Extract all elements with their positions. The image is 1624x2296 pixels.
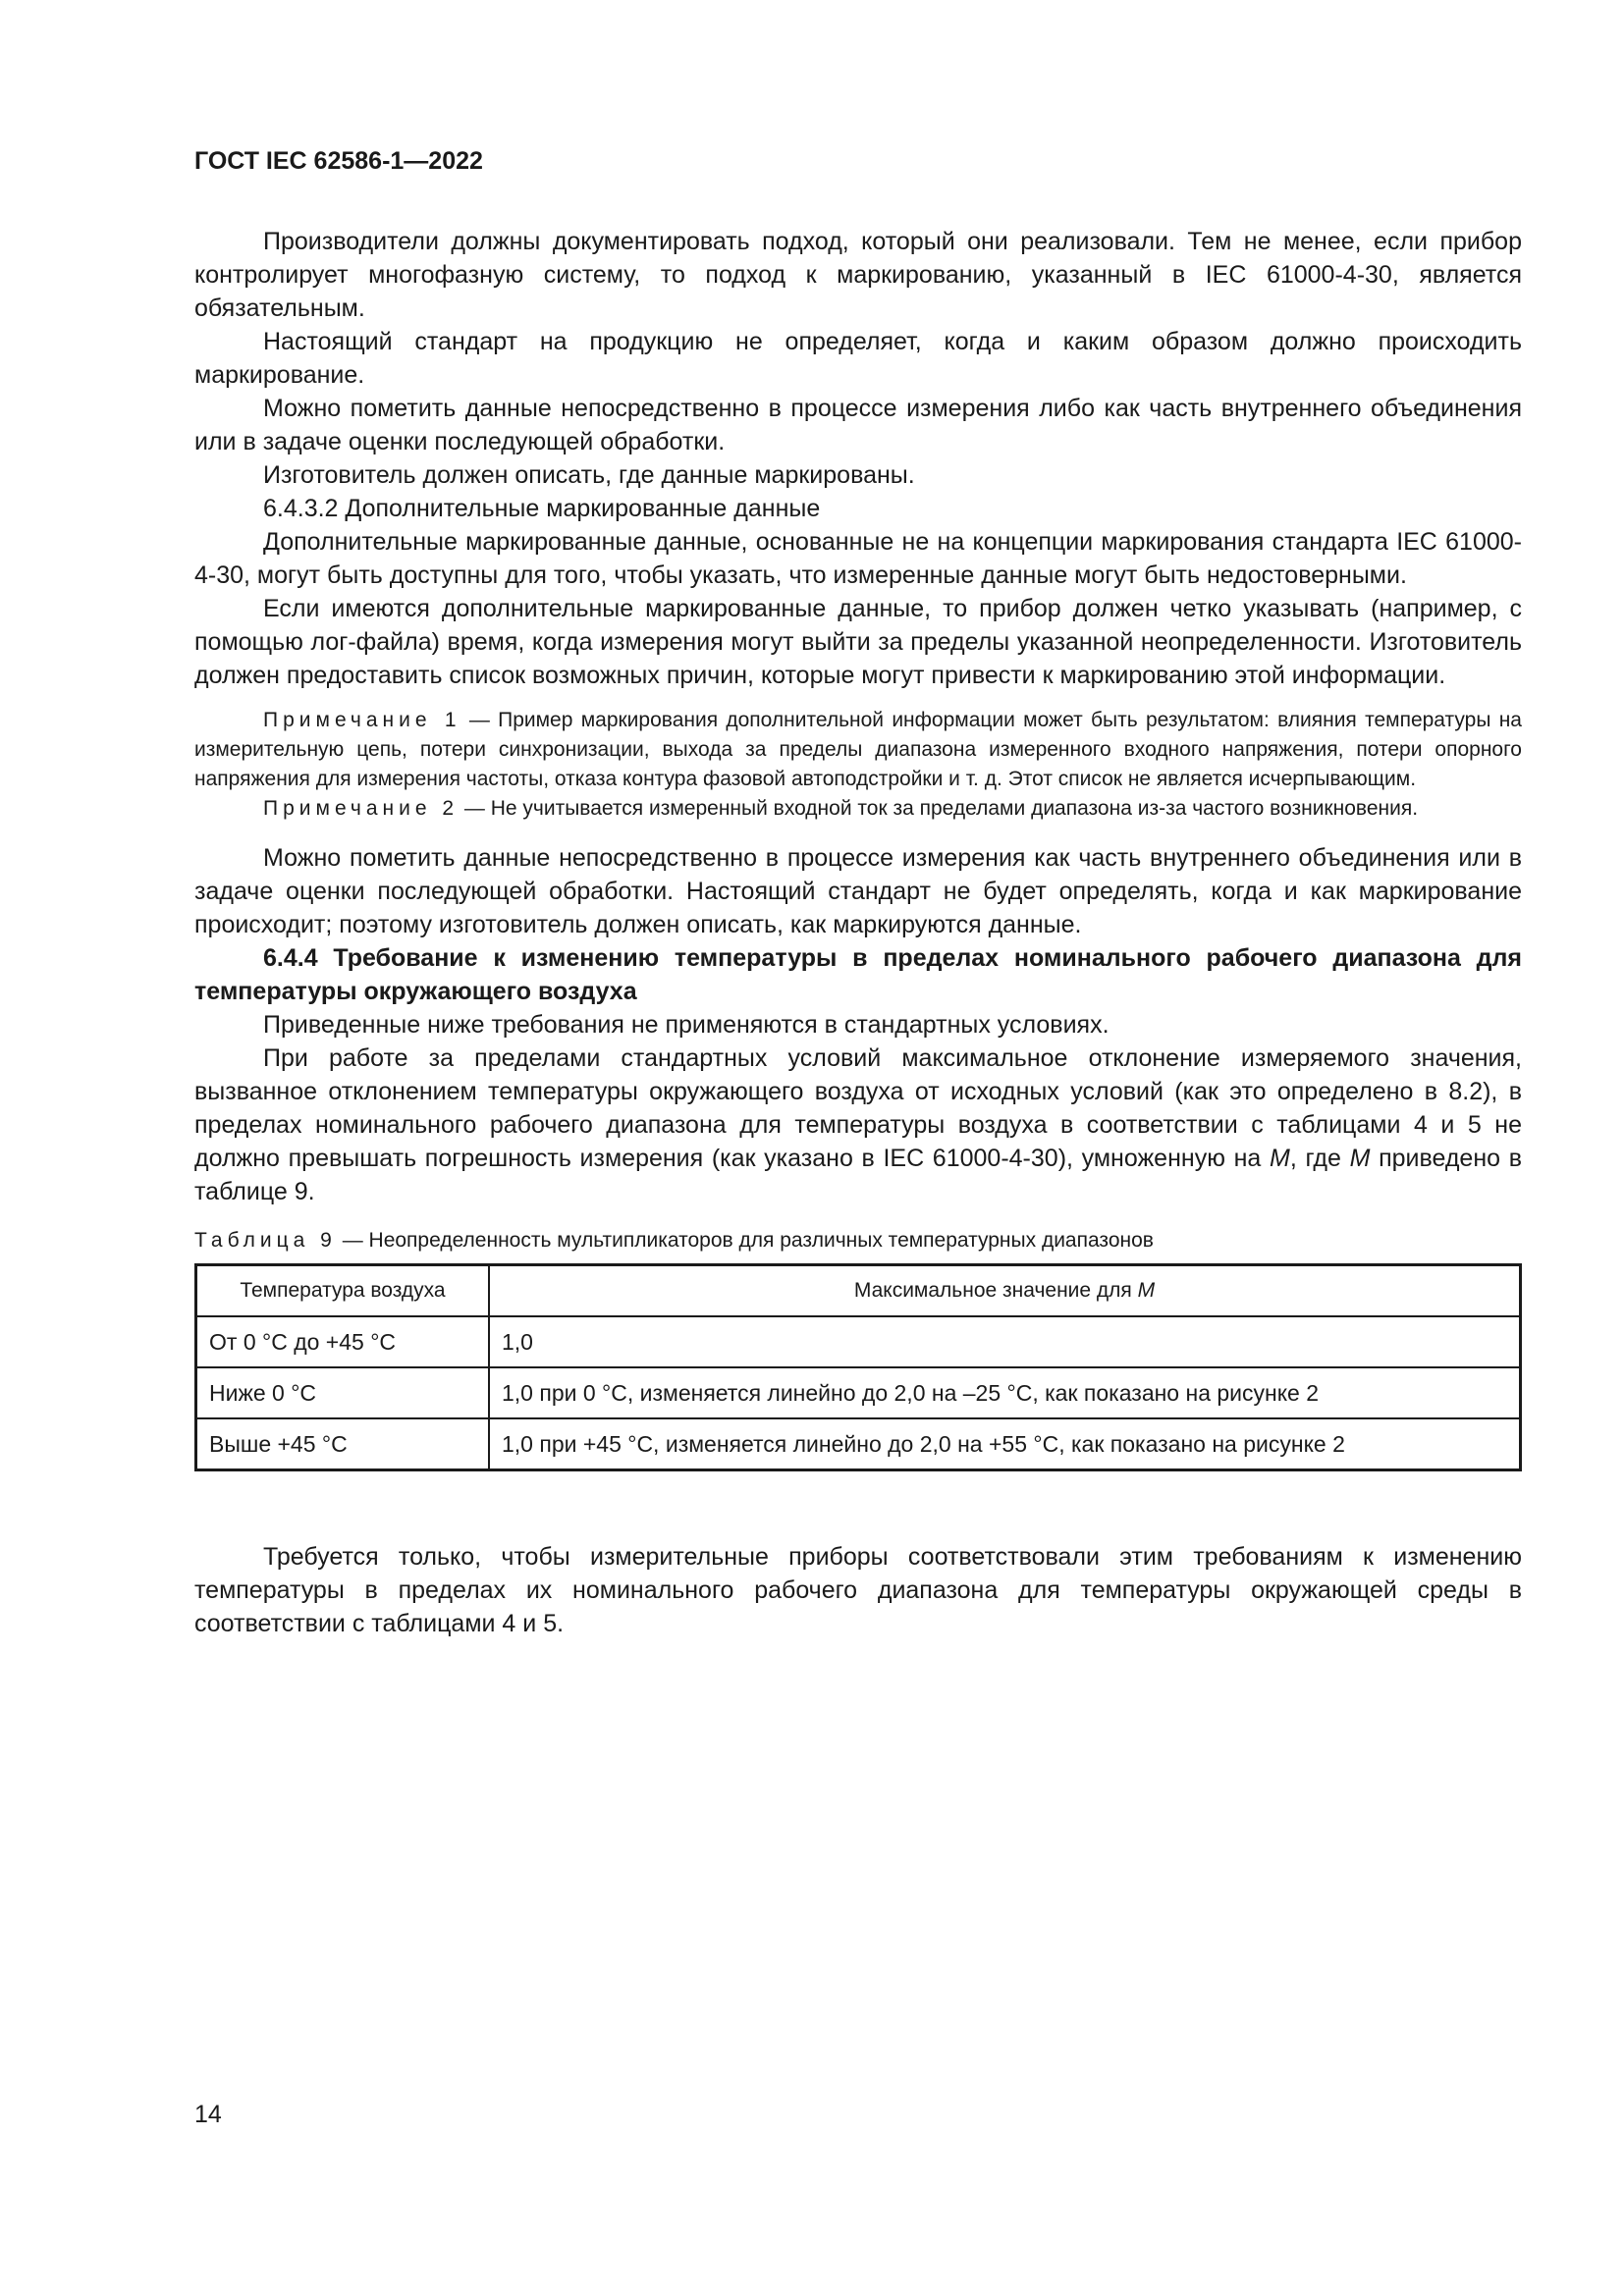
header-air-temperature: Температура воздуха [196,1265,490,1317]
cell-value: 1,0 при 0 °С, изменяется линейно до 2,0 на –25 °С, как показано на рисунке 2 [489,1367,1521,1418]
paragraph-10 [194,1041,1522,1208]
table-caption-text: — Неопределенность мультипликаторов для различных температурных диапазонов [336,1229,1154,1252]
spacer [194,1208,1522,1226]
page-number: 14 [194,2101,222,2128]
note-1-label: Примечание 1 [263,709,461,731]
variable-m: M [1349,1145,1371,1172]
table-row [196,1367,1521,1418]
note-2-text: — Не учитывается измеренный входной ток за пределами диапазона из-за частого возникновения. [459,797,1419,820]
paragraph-2: Настоящий стандарт на продукцию не определяет, когда и каким образом должно происходить маркирование. [194,328,1522,389]
paragraph-10-part-a: При работе за пределами стандартных условий максимальное отклонение измеряемого значения, вызванное отклонением температуры окружающего воздуха от исходных условий (как это определено в 8.2), в пределах номинального рабочего диапазона для температуры воздуха в соответствии с таблицами 4 и 5 не должно превышать погрешность измерения (как указано в IEC 61000-4-30), умноженную на [194,1044,1522,1172]
paragraph-8: Можно пометить данные непосредственно в процессе измерения как часть внутреннего объединения или в задаче оценки последующей обработки. Настоящий стандарт не будет определять, когда и как маркирование происходит; поэтому изготовитель должен описать, как маркируются данные. [194,844,1522,938]
spacer [194,1471,1522,1540]
paragraph-1: Производители должны документировать подход, который они реализовали. Тем не менее, если прибор контролирует многофазную систему, то подход к маркированию, указанный в IEC 61000-4-30, является обязательным. [194,228,1522,322]
paragraph-4: Изготовитель должен описать, где данные маркированы. [263,461,915,489]
table-row [196,1316,1521,1367]
section-heading-644: 6.4.4 Требование к изменению температуры в пределах номинального рабочего диапазона для температуры окружающего воздуха [194,944,1522,1005]
paragraph-10-part-c: приведено в таблице 9. [194,1145,1522,1205]
table-caption [194,1226,1522,1255]
table-row [196,1418,1521,1470]
variable-m: M [1270,1145,1290,1172]
spacer [194,692,1522,706]
header-max-value [489,1265,1521,1317]
cell-temperature: От 0 °С до +45 °С [196,1316,490,1367]
paragraph-10-part-b: , где [1289,1145,1350,1172]
cell-temperature: Ниже 0 °С [196,1367,490,1418]
variable-m: M [1137,1279,1156,1302]
subsection-title-6432: 6.4.3.2 Дополнительные маркированные данные [263,495,821,522]
note-2 [194,794,1522,824]
cell-value: 1,0 при +45 °С, изменяется линейно до 2,0 на +55 °С, как показано на рисунке 2 [489,1418,1521,1470]
paragraph-11: Требуется только, чтобы измерительные приборы соответствовали этим требованиям к изменению температуры в пределах их номинального рабочего диапазона для температуры окружающей среды в соответствии с таблицами 4 и 5. [194,1543,1522,1637]
document-page [194,147,1522,1640]
paragraph-7: Если имеются дополнительные маркированные данные, то прибор должен четко указывать (например, с помощью лог-файла) время, когда измерения могут выйти за пределы указанной неопределенности. Изготовитель должен предоставить список возможных причин, которые могут привести к маркированию этой информации. [194,595,1522,689]
note-1-text: — Пример маркирования дополнительной информации может быть результатом: влияния температуры на измерительную цепь, потери синхронизации, выхода за пределы диапазона измеренного входного напряжения, потери опорного напряжения для измерения частоты, отказа контура фазовой автоподстройки и т. д. Этот список не является исчерпывающим. [194,709,1522,790]
note-2-label: Примечание 2 [263,797,460,820]
cell-value: 1,0 [489,1316,1521,1367]
document-header: ГОСТ IEC 62586-1—2022 [194,147,483,175]
paragraph-9: Приведенные ниже требования не применяются в стандартных условиях. [263,1011,1110,1039]
multiplier-table [194,1263,1522,1471]
header-max-value-label: Максимальное значение для [853,1279,1138,1302]
table-caption-label: Таблица 9 [194,1229,337,1252]
paragraph-3: Можно пометить данные непосредственно в процессе измерения либо как часть внутреннего объединения или в задаче оценки последующей обработки. [194,395,1522,455]
table-header-row [196,1265,1521,1317]
paragraph-6: Дополнительные маркированные данные, основанные не на концепции маркирования стандарта IEC 61000-4-30, могут быть доступны для того, чтобы указать, что измеренные данные могут быть недостоверными. [194,528,1522,589]
note-1 [194,706,1522,794]
spacer [194,824,1522,841]
cell-temperature: Выше +45 °С [196,1418,490,1470]
